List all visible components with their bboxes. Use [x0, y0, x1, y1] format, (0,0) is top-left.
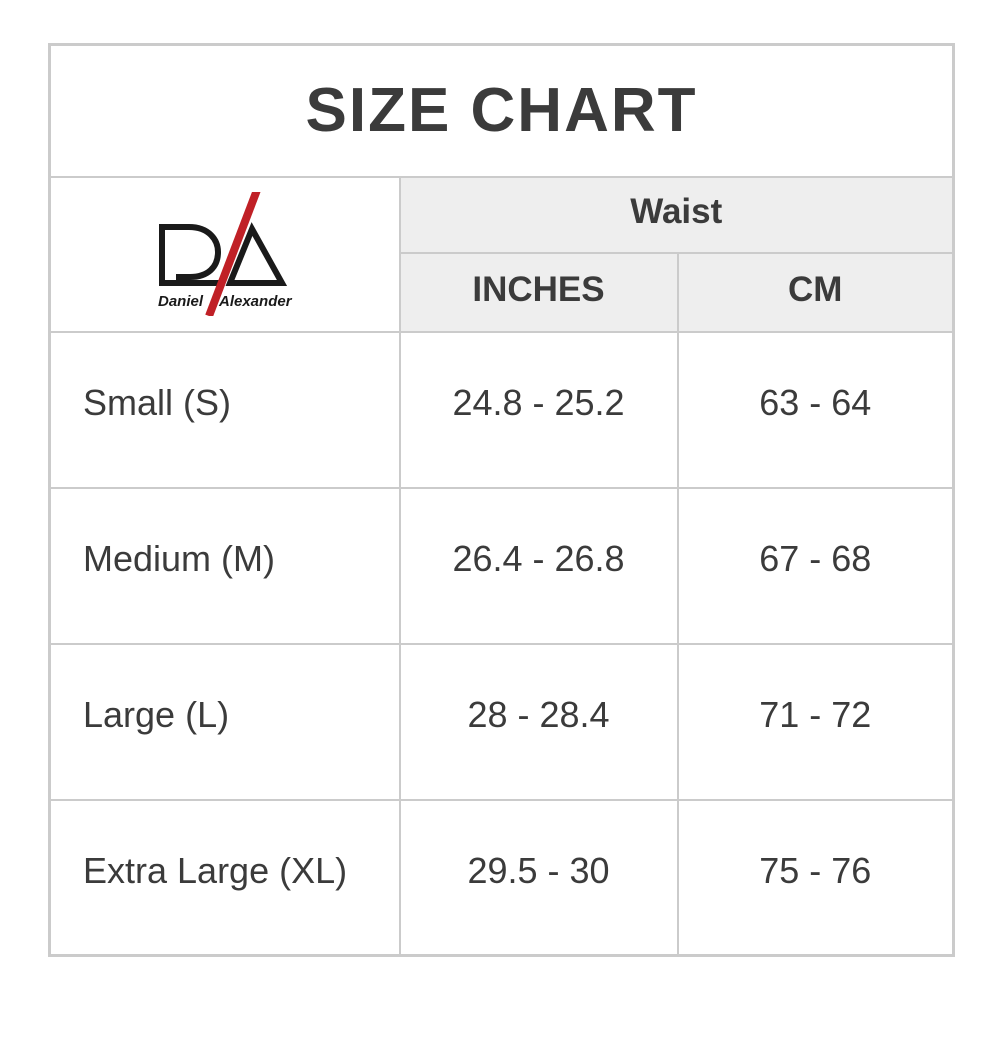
cm-value-cell: 75 - 76 [678, 800, 954, 956]
size-chart-container [48, 43, 952, 957]
size-label-cell: Extra Large (XL) [50, 800, 400, 956]
daniel-alexander-logo-icon [145, 192, 305, 316]
inches-value-cell: 26.4 - 26.8 [400, 488, 678, 644]
cm-value-cell: 67 - 68 [678, 488, 954, 644]
brand-logo [50, 177, 400, 332]
brand-wordmark-right: Alexander [218, 293, 292, 310]
inches-column-header: INCHES [400, 253, 678, 332]
size-label-cell: Medium (M) [50, 488, 400, 644]
table-row [50, 800, 954, 956]
inches-value-cell: 28 - 28.4 [400, 644, 678, 800]
size-chart-table [48, 43, 955, 957]
cm-value-cell: 63 - 64 [678, 332, 954, 488]
brand-wordmark-left: Daniel [157, 293, 203, 310]
table-row [50, 644, 954, 800]
table-row [50, 488, 954, 644]
size-label-cell: Large (L) [50, 644, 400, 800]
waist-group-header: Waist [400, 177, 954, 253]
size-label-cell: Small (S) [50, 332, 400, 488]
inches-value-cell: 24.8 - 25.2 [400, 332, 678, 488]
cm-value-cell: 71 - 72 [678, 644, 954, 800]
inches-value-cell: 29.5 - 30 [400, 800, 678, 956]
page-title: SIZE CHART [50, 45, 954, 177]
cm-column-header: CM [678, 253, 954, 332]
table-row [50, 332, 954, 488]
